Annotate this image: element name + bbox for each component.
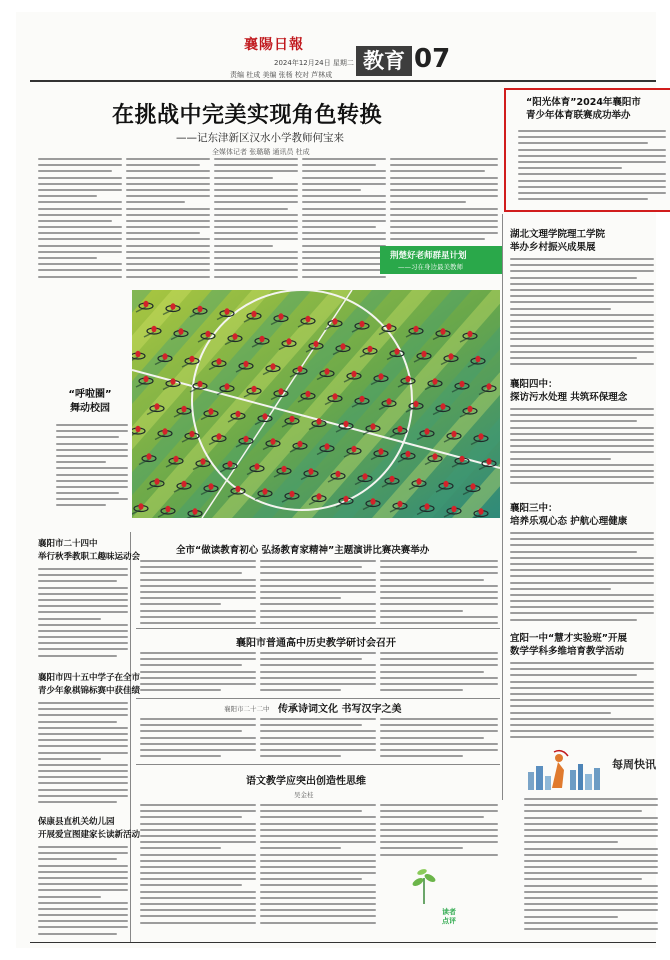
lead-subhead: ——记东津新区汉水小学教师何宝来 bbox=[176, 132, 344, 144]
lead-headline: 在挑战中完美实现角色转换 bbox=[112, 103, 383, 128]
lead-text-col1 bbox=[38, 158, 122, 284]
right-story-3-text bbox=[510, 532, 654, 628]
lead-byline: 全媒体记者 张璐璐 通讯员 杜成 bbox=[212, 148, 310, 156]
middle-story-c-prefix: 襄阳市二十二中 bbox=[224, 705, 270, 713]
banner-title: 荆楚好老师群星计划 bbox=[390, 251, 467, 261]
left-story-2-line2: 青少年象棋锦标赛中获佳绩 bbox=[38, 686, 141, 696]
left-story-1-text bbox=[38, 568, 128, 664]
lead-text-col3 bbox=[214, 158, 298, 284]
hula-hoop-photo bbox=[132, 290, 500, 518]
photo-caption-line1: “呼啦圈” bbox=[68, 389, 112, 400]
right-story-4-line2: 数学学科多维培育教学活动 bbox=[510, 646, 625, 657]
highlight-box bbox=[504, 88, 670, 212]
middle-story-d-title: 语文教学应突出创造性思维 bbox=[246, 776, 366, 787]
tag-line2: 点评 bbox=[442, 917, 456, 925]
middle-story-c-col2 bbox=[260, 718, 376, 762]
right-story-3-line2: 培养乐观心态 护航心理健康 bbox=[510, 516, 628, 527]
newspaper-logo: 襄陽日報 bbox=[244, 37, 304, 53]
right-story-4-line1: 宜阳一中“慧才实验班”开展 bbox=[510, 633, 627, 644]
left-story-3-line2: 开展爱宣图建家长读新活动 bbox=[38, 830, 141, 840]
left-story-1-line2: 举行秋季教职工趣味运动会 bbox=[38, 552, 141, 562]
weekly-news-title: 每周快讯 bbox=[612, 758, 656, 771]
right-story-4-title bbox=[510, 632, 627, 658]
editor-credits: 责编 杜成 美编 张杨 校对 芦林成 bbox=[230, 71, 333, 79]
middle-story-d-col1 bbox=[140, 804, 256, 934]
middle-story-a-col1 bbox=[140, 560, 256, 626]
left-story-3-text bbox=[38, 846, 128, 942]
banner-subtitle: ——习在身边最美教师 bbox=[398, 263, 463, 271]
photo-caption-title bbox=[60, 388, 120, 416]
section-label: 教育 bbox=[356, 46, 412, 76]
middle-story-b-title: 襄阳市普通高中历史教学研讨会召开 bbox=[236, 638, 396, 649]
newspaper-page bbox=[16, 12, 656, 948]
middle-story-b-col3 bbox=[380, 652, 498, 696]
reader-comment-tag bbox=[432, 908, 466, 930]
weekly-news-text bbox=[524, 798, 658, 938]
lead-text-col5 bbox=[390, 158, 498, 242]
photo-caption-box bbox=[46, 382, 130, 522]
middle-story-d-author: 吴金桂 bbox=[294, 791, 314, 799]
left-story-2-line1: 襄阳市四十五中学子在全市 bbox=[38, 673, 141, 683]
middle-story-b-col1 bbox=[140, 652, 256, 696]
highlight-title-line1: “阳光体育”2024年襄阳市 bbox=[526, 97, 641, 108]
lead-text-col4 bbox=[302, 158, 386, 284]
middle-rule-3 bbox=[136, 764, 500, 765]
middle-story-c-col1 bbox=[140, 718, 256, 762]
weekly-news-illustration bbox=[524, 748, 610, 792]
highlight-title-line2: 青少年体育联赛成功举办 bbox=[526, 110, 631, 121]
left-col-divider bbox=[130, 532, 131, 942]
photo-caption-line2: 舞动校园 bbox=[70, 403, 110, 414]
middle-story-c-col3 bbox=[380, 718, 498, 762]
right-col-divider bbox=[502, 214, 503, 800]
middle-story-d-col2 bbox=[260, 804, 376, 934]
left-story-3-line1: 保康县直机关幼儿园 bbox=[38, 817, 115, 827]
right-story-2-text bbox=[510, 408, 654, 492]
right-story-1-line1: 湖北文理学院理工学院 bbox=[510, 229, 606, 240]
middle-story-b-col2 bbox=[260, 652, 376, 696]
lead-text-col2 bbox=[126, 158, 210, 284]
page-number: 07 bbox=[414, 44, 451, 74]
plant-illustration bbox=[410, 864, 438, 904]
middle-rule-1 bbox=[136, 628, 500, 629]
tag-line1: 读者 bbox=[442, 908, 456, 916]
photo-caption-text bbox=[56, 424, 128, 514]
middle-story-d-col3 bbox=[380, 804, 498, 860]
middle-rule-2 bbox=[136, 698, 500, 699]
left-story-1-title bbox=[38, 538, 140, 564]
right-story-1-line2: 举办乡村振兴成果展 bbox=[510, 242, 596, 253]
right-story-4-text bbox=[510, 662, 654, 744]
right-story-2-title bbox=[510, 378, 627, 404]
left-story-1-line1: 襄阳市二十四中 bbox=[38, 539, 98, 549]
middle-story-c-title: 传承诗词文化 书写汉字之美 bbox=[278, 704, 402, 715]
left-story-2-text bbox=[38, 702, 128, 812]
middle-story-a-col3 bbox=[380, 560, 498, 626]
highlight-text bbox=[518, 130, 666, 208]
issue-date: 2024年12月24日 星期二 bbox=[274, 59, 354, 67]
right-story-2-line1: 襄阳四中： bbox=[510, 379, 558, 390]
middle-story-a-col2 bbox=[260, 560, 376, 626]
left-story-3-title bbox=[38, 816, 140, 842]
left-story-2-title bbox=[38, 672, 140, 698]
right-story-3-line1: 襄阳三中： bbox=[510, 503, 558, 514]
page-bottom-rule bbox=[30, 942, 656, 943]
right-story-1-text bbox=[510, 258, 654, 374]
series-banner bbox=[380, 246, 502, 274]
masthead-rule bbox=[30, 80, 656, 82]
middle-story-a-title: 全市“做读教育初心 弘扬教育家精神”主题演讲比赛决赛举办 bbox=[176, 545, 430, 556]
right-story-3-title bbox=[510, 502, 627, 528]
highlight-title bbox=[526, 96, 641, 122]
right-story-1-title bbox=[510, 228, 605, 254]
right-story-2-line2: 探访污水处理 共筑环保理念 bbox=[510, 392, 628, 403]
